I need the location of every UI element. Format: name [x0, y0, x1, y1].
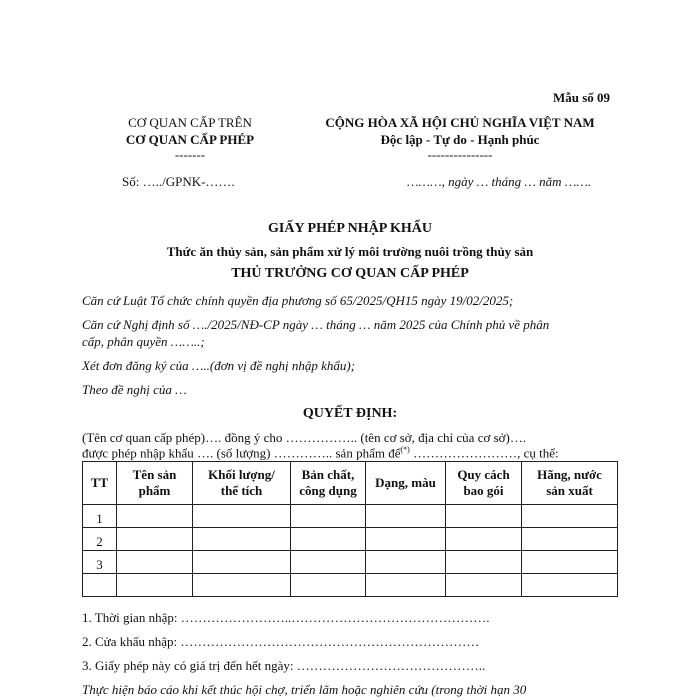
- table-cell: [291, 551, 366, 574]
- basis-decree: Căn cứ Nghị định số …./2025/NĐ-CP ngày … tháng … năm 2025 của Chính phủ về phân: [82, 317, 550, 332]
- place-date-line: ………, ngày … tháng … năm …….: [407, 174, 592, 189]
- item-validity: 3. Giấy phép này có giá trị đến hết ngày: ……………………………………..: [82, 658, 486, 673]
- table-cell: [366, 551, 446, 574]
- table-cell: [291, 574, 366, 597]
- col-form-color: Dạng, màu: [366, 462, 446, 505]
- document-title: GIẤY PHÉP NHẬP KHẨU: [268, 221, 432, 236]
- table-cell: [193, 528, 291, 551]
- table-cell: [446, 528, 522, 551]
- item-border-gate: 2. Cửa khẩu nhập: ……………………………………………………………: [82, 634, 480, 649]
- table-cell: [522, 574, 618, 597]
- decision-line-1: (Tên cơ quan cấp phép)…. đồng ý cho …………….. (tên cơ sở, địa chỉ của cơ sở)….: [82, 430, 527, 445]
- col-nature-use: Bản chất, công dụng: [291, 462, 366, 505]
- table-cell: [117, 574, 193, 597]
- table-cell: [366, 505, 446, 528]
- decision-heading: QUYẾT ĐỊNH:: [302, 406, 398, 421]
- issuing-agency-name: CƠ QUAN CẤP PHÉP: [125, 132, 255, 147]
- table-cell: [446, 574, 522, 597]
- col-tt: TT: [83, 462, 117, 505]
- table-cell: [117, 505, 193, 528]
- table-cell: [446, 505, 522, 528]
- row-number: 1: [83, 505, 117, 528]
- basis-decree-cont: cấp, phân quyền ……..;: [82, 334, 205, 349]
- table-cell: [522, 551, 618, 574]
- table-cell: [117, 528, 193, 551]
- item-import-time: 1. Thời gian nhập: ……………………..……………………………………….: [82, 610, 490, 625]
- document-number: Số: …../GPNK-…….: [122, 174, 235, 189]
- row-number: 2: [83, 528, 117, 551]
- table-cell: [366, 528, 446, 551]
- table-cell: [193, 505, 291, 528]
- document-subtitle: Thức ăn thủy sản, sản phẩm xử lý môi trường nuôi trồng thủy sản: [166, 244, 534, 259]
- decision-line-2-text: được phép nhập khẩu …. (số lượng) ………….. sản phẩm để: [82, 445, 401, 461]
- decision-line-2-tail: ……………………, cụ thể:: [409, 445, 559, 461]
- table-cell: [522, 528, 618, 551]
- row-number: [83, 574, 117, 597]
- col-weight-volume: Khối lượng/ thể tích: [193, 462, 291, 505]
- basis-proposal: Theo đề nghị của …: [82, 382, 187, 397]
- table-cell: [522, 505, 618, 528]
- table-cell: [117, 551, 193, 574]
- table-cell: [291, 505, 366, 528]
- national-header-block: [290, 114, 630, 161]
- decision-line-2: [82, 445, 559, 461]
- col-manufacturer: Hãng, nước sản xuất: [522, 462, 618, 505]
- table-cell: [193, 551, 291, 574]
- table-cell: [366, 574, 446, 597]
- col-packaging: Quy cách bao gói: [446, 462, 522, 505]
- parent-agency-name: CƠ QUAN CẤP TRÊN: [128, 115, 252, 130]
- authority-heading: THỦ TRƯỞNG CƠ QUAN CẤP PHÉP: [231, 266, 469, 281]
- table-cell: [446, 551, 522, 574]
- agency-rule: -------: [174, 147, 206, 162]
- country-name: CỘNG HÒA XÃ HỘI CHỦ NGHĨA VIỆT NAM: [325, 115, 595, 130]
- form-number: Mẫu số 09: [553, 90, 611, 105]
- col-product-name: Tên sản phẩm: [117, 462, 193, 505]
- table-row: [83, 505, 618, 528]
- table-row: [83, 551, 618, 574]
- table-row: [83, 528, 618, 551]
- table-header-row: [83, 462, 618, 505]
- basis-law: Căn cứ Luật Tổ chức chính quyền địa phương số 65/2025/QH15 ngày 19/02/2025;: [82, 293, 514, 308]
- row-number: 3: [83, 551, 117, 574]
- product-table: [82, 461, 618, 597]
- issuing-agency-block: [90, 114, 290, 161]
- motto-rule: ---------------: [427, 147, 493, 162]
- table-row: [83, 574, 618, 597]
- footnote-marker: (*): [400, 445, 410, 454]
- motto: Độc lập - Tự do - Hạnh phúc: [380, 132, 540, 147]
- basis-application: Xét đơn đăng ký của …..(đơn vị đề nghị nhập khẩu);: [82, 358, 356, 373]
- table-cell: [193, 574, 291, 597]
- reporting-note: Thực hiện báo cáo khi kết thúc hội chợ, triển lãm hoặc nghiên cứu (trong thời hạn 30: [82, 682, 527, 697]
- table-cell: [291, 528, 366, 551]
